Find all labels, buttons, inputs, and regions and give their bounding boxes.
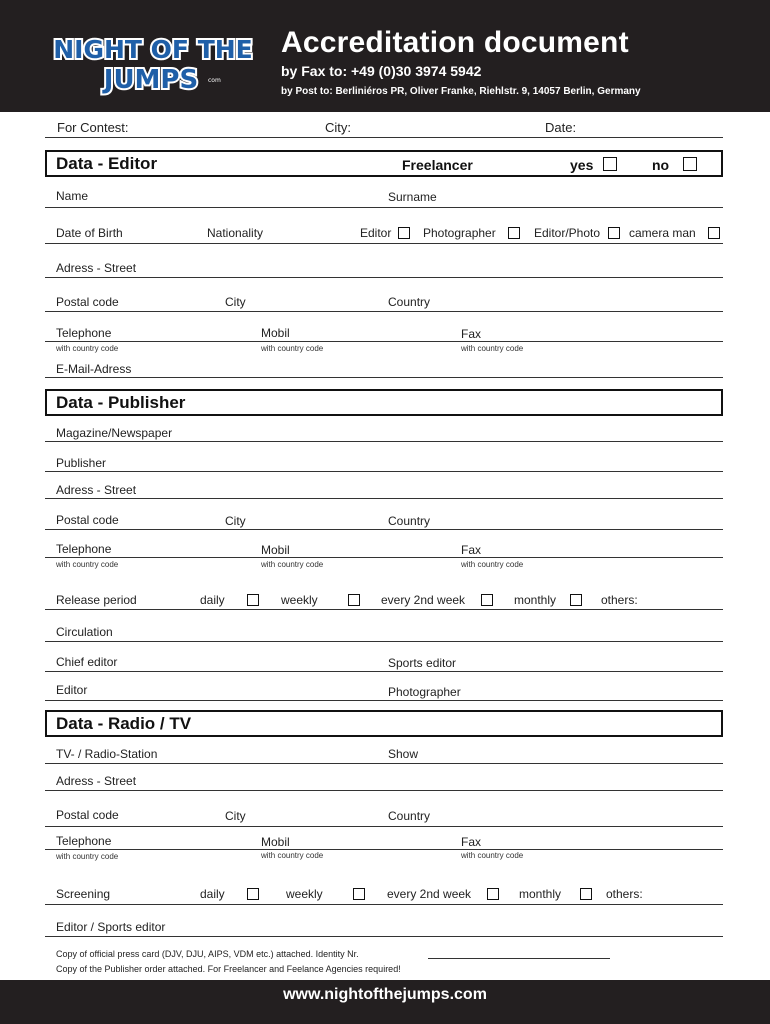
fax-label: Fax	[461, 327, 482, 341]
svg-text:JUMPS: JUMPS	[103, 65, 199, 95]
editor-section-header	[45, 150, 723, 177]
country-code-note: with country code	[56, 852, 119, 861]
role-editor-photo-label: Editor/Photo	[534, 226, 601, 240]
chief-editor-label: Chief editor	[56, 655, 118, 669]
country-code-note: with country code	[56, 344, 119, 353]
freelancer-yes-checkbox[interactable]	[603, 157, 617, 171]
website-link[interactable]: www.nightofthejumps.com	[283, 986, 487, 1003]
city-label: City	[225, 809, 246, 823]
document-title: Accreditation document	[281, 26, 629, 59]
screening-daily-checkbox[interactable]	[247, 888, 259, 900]
screening-every2nd-checkbox[interactable]	[487, 888, 499, 900]
publisher-order-note: Copy of the Publisher order attached. For Freelancer and Feelance Agencies required!	[56, 964, 401, 974]
country-label: Country	[388, 295, 431, 309]
publisher-section-title: Data - Publisher	[56, 393, 186, 412]
street-label: Adress - Street	[56, 774, 137, 788]
telephone-label: Telephone	[56, 834, 112, 848]
monthly-label: monthly	[514, 593, 557, 607]
editor-section-title: Data - Editor	[56, 154, 158, 173]
svg-text:com: com	[208, 77, 221, 84]
name-label: Name	[56, 189, 89, 203]
nationality-label: Nationality	[207, 226, 264, 240]
magazine-line[interactable]	[45, 441, 723, 442]
country-code-note: with country code	[56, 560, 119, 569]
postal-label: Postal code	[56, 513, 119, 527]
dob-line[interactable]	[45, 243, 723, 244]
photographer-label: Photographer	[388, 685, 461, 699]
dob-label: Date of Birth	[56, 226, 123, 240]
street-label: Adress - Street	[56, 261, 137, 275]
monthly-label: monthly	[519, 887, 562, 901]
country-code-note: with country code	[261, 560, 324, 569]
country-code-note: with country code	[461, 560, 524, 569]
telephone-line[interactable]	[45, 557, 723, 558]
date-label: Date:	[545, 120, 577, 135]
post-address: by Post to: Berliniéros PR, Oliver Franke, Riehlstr. 9, 14057 Berlin, Germany	[281, 86, 641, 97]
fax-label: Fax	[461, 543, 482, 557]
release-daily-checkbox[interactable]	[247, 594, 259, 606]
country-code-note: with country code	[461, 851, 524, 860]
street-line[interactable]	[45, 498, 723, 499]
postal-label: Postal code	[56, 808, 119, 822]
editor-line[interactable]	[45, 700, 723, 701]
street-line[interactable]	[45, 790, 723, 791]
postal-line[interactable]	[45, 826, 723, 827]
role-camera-checkbox[interactable]	[708, 227, 720, 239]
freelancer-no-checkbox[interactable]	[683, 157, 697, 171]
release-monthly-checkbox[interactable]	[570, 594, 582, 606]
release-weekly-checkbox[interactable]	[348, 594, 360, 606]
daily-label: daily	[200, 593, 225, 607]
postal-line[interactable]	[45, 311, 723, 312]
country-code-note: with country code	[261, 851, 324, 860]
station-label: TV- / Radio-Station	[56, 747, 158, 761]
freelancer-label: Freelancer	[402, 157, 473, 173]
role-editor-photo-checkbox[interactable]	[608, 227, 620, 239]
weekly-label: weekly	[286, 887, 323, 901]
contest-label: For Contest:	[57, 120, 129, 135]
screening-weekly-checkbox[interactable]	[353, 888, 365, 900]
others-label: others:	[606, 887, 643, 901]
circulation-label: Circulation	[56, 625, 113, 639]
role-photographer-checkbox[interactable]	[508, 227, 520, 239]
sports-editor-label: Editor / Sports editor	[56, 920, 166, 934]
magazine-label: Magazine/Newspaper	[56, 426, 173, 440]
radio-section-title: Data - Radio / TV	[56, 714, 192, 733]
press-card-note: Copy of official press card (DJV, DJU, AIPS, VDM etc.) attached. Identity Nr.	[56, 949, 359, 959]
city-label: City:	[325, 120, 351, 135]
release-line[interactable]	[45, 609, 723, 610]
footer-bar	[0, 980, 770, 1024]
every2nd-label: every 2nd week	[387, 887, 472, 901]
weekly-label: weekly	[281, 593, 318, 607]
sports-editor-label: Sports editor	[388, 656, 457, 670]
street-line[interactable]	[45, 277, 723, 278]
surname-label: Surname	[388, 190, 437, 204]
every2nd-label: every 2nd week	[381, 593, 466, 607]
yes-label: yes	[570, 157, 594, 173]
postal-label: Postal code	[56, 295, 119, 309]
chief-editor-line[interactable]	[45, 671, 723, 672]
radio-section-header	[45, 710, 723, 737]
fax-label: Fax	[461, 835, 482, 849]
svg-text:NIGHT OF THE: NIGHT OF THE	[53, 35, 253, 64]
daily-label: daily	[200, 887, 225, 901]
screening-monthly-checkbox[interactable]	[580, 888, 592, 900]
role-editor-checkbox[interactable]	[398, 227, 410, 239]
screening-line[interactable]	[45, 904, 723, 905]
others-label: others:	[601, 593, 638, 607]
mobil-label: Mobil	[261, 326, 290, 340]
publisher-label: Publisher	[56, 456, 107, 470]
mobil-label: Mobil	[261, 543, 290, 557]
sports-editor-line[interactable]	[45, 936, 723, 937]
name-line[interactable]	[45, 207, 723, 208]
country-code-note: with country code	[461, 344, 524, 353]
night-of-the-jumps-logo	[48, 30, 258, 96]
telephone-line[interactable]	[45, 341, 723, 342]
country-label: Country	[388, 514, 431, 528]
screening-label: Screening	[56, 887, 111, 901]
no-label: no	[652, 157, 670, 173]
email-label: E-Mail-Adress	[56, 362, 132, 376]
street-label: Adress - Street	[56, 483, 137, 497]
telephone-label: Telephone	[56, 542, 112, 556]
role-editor-label: Editor	[360, 226, 392, 240]
contest-line[interactable]	[45, 137, 723, 138]
country-label: Country	[388, 809, 431, 823]
release-label: Release period	[56, 593, 137, 607]
postal-line[interactable]	[45, 529, 723, 530]
city-label: City	[225, 514, 246, 528]
publisher-line[interactable]	[45, 471, 723, 472]
city-label: City	[225, 295, 246, 309]
country-code-note: with country code	[261, 344, 324, 353]
circulation-line[interactable]	[45, 641, 723, 642]
editor-label: Editor	[56, 683, 88, 697]
role-camera-label: camera man	[629, 226, 696, 240]
station-line[interactable]	[45, 763, 723, 764]
mobil-label: Mobil	[261, 835, 290, 849]
header-bar	[0, 0, 770, 112]
telephone-line[interactable]	[45, 849, 723, 850]
role-photographer-label: Photographer	[423, 226, 496, 240]
identity-number-line[interactable]	[428, 958, 610, 959]
telephone-label: Telephone	[56, 326, 112, 340]
email-line[interactable]	[45, 377, 723, 378]
publisher-section-header	[45, 389, 723, 416]
release-every2nd-checkbox[interactable]	[481, 594, 493, 606]
show-label: Show	[388, 747, 419, 761]
fax-number: by Fax to: +49 (0)30 3974 5942	[281, 63, 482, 79]
